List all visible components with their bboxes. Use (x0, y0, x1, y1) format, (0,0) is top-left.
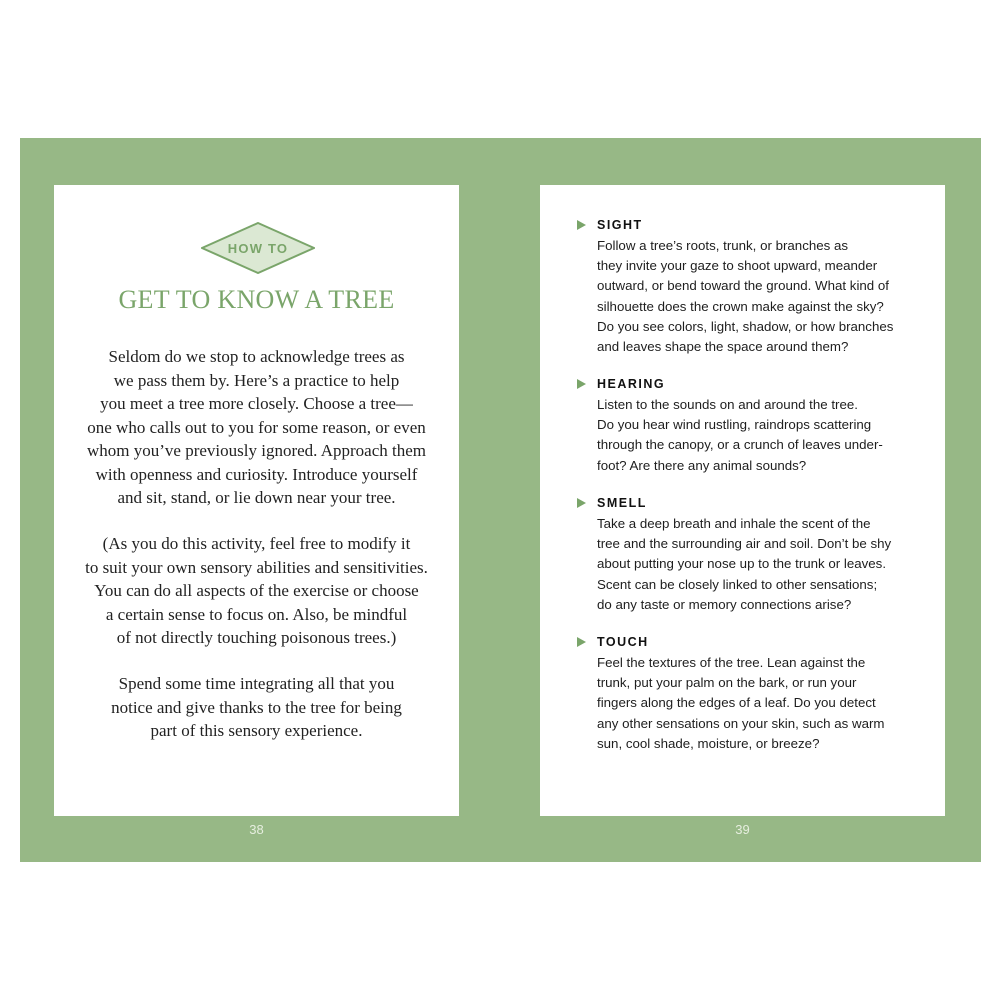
triangle-bullet-icon (577, 220, 586, 230)
text-line: trunk, put your palm on the bark, or run your (597, 675, 857, 691)
text-line: and sit, stand, or lie down near your tree. (117, 488, 396, 507)
text-line: (As you do this activity, feel free to modify it (102, 534, 411, 553)
text-line: do any taste or memory connections arise? (597, 596, 852, 612)
how-to-badge (201, 222, 315, 274)
left-page (54, 185, 459, 816)
sense-body (597, 514, 917, 615)
text-line: You can do all aspects of the exercise or choose (94, 581, 419, 600)
sense-body (597, 395, 917, 476)
sense-title: TOUCH (597, 635, 649, 649)
triangle-bullet-icon (577, 379, 586, 389)
triangle-bullet-icon (577, 498, 586, 508)
text-line: you meet a tree more closely. Choose a tree— (100, 394, 413, 413)
text-line: to suit your own sensory abilities and sensitivities. (85, 557, 428, 577)
closing-paragraph (74, 672, 439, 743)
page-title: GET TO KNOW A TREE (118, 285, 395, 314)
text-line: Do you hear wind rustling, raindrops scattering (597, 417, 872, 433)
text-line: Scent can be closely linked to other sensations; (597, 576, 878, 592)
text-line: part of this sensory experience. (150, 721, 363, 740)
text-line: Listen to the sounds on and around the tree. (597, 397, 858, 412)
badge-label: HOW TO (227, 240, 289, 256)
text-line: any other sensations on your skin, such as warm (597, 715, 885, 731)
triangle-bullet-icon (577, 637, 586, 647)
intro-paragraph (74, 345, 439, 510)
text-line: sun, cool shade, moisture, or breeze? (597, 735, 820, 751)
text-line: Take a deep breath and inhale the scent of the (597, 516, 871, 531)
text-line: a certain sense to focus on. Also, be mindful (105, 604, 408, 624)
note-paragraph (74, 532, 439, 650)
sense-title: SMELL (597, 496, 647, 510)
text-line: fingers along the edges of a leaf. Do you detect (597, 695, 876, 711)
text-line: about putting your nose up to the trunk or leaves. (597, 556, 887, 572)
sense-title: HEARING (597, 377, 666, 391)
page-number-right: 39 (735, 822, 750, 837)
text-line: foot? Are there any animal sounds? (597, 457, 807, 473)
text-line: they invite your gaze to shoot upward, meander (597, 258, 878, 274)
text-line: tree and the surrounding air and soil. Don’t be shy (597, 536, 892, 552)
text-line: of not directly touching poisonous trees.) (116, 628, 397, 647)
text-line: we pass them by. Here’s a practice to help (113, 370, 400, 390)
text-line: Feel the textures of the tree. Lean against the (597, 655, 866, 670)
right-page (540, 185, 945, 816)
text-line: and leaves shape the space around them? (597, 339, 849, 355)
text-line: through the canopy, or a crunch of leaves under- (597, 437, 883, 453)
page-number-left: 38 (249, 822, 264, 837)
text-line: one who calls out to you for some reason, or even (87, 417, 426, 437)
text-line: Seldom do we stop to acknowledge trees as (108, 347, 405, 366)
text-line: whom you’ve previously ignored. Approach them (87, 441, 426, 460)
sense-title: SIGHT (597, 218, 643, 232)
sense-body (597, 653, 917, 754)
text-line: silhouette does the crown make against the sky? (597, 298, 884, 314)
text-line: with openness and curiosity. Introduce yourself (95, 464, 418, 484)
text-line: Follow a tree’s roots, trunk, or branches as (597, 238, 849, 253)
text-line: Do you see colors, light, shadow, or how branches (597, 318, 894, 334)
text-line: outward, or bend toward the ground. What kind of (597, 278, 889, 294)
book-spread (20, 138, 981, 862)
text-line: Spend some time integrating all that you (118, 674, 395, 693)
text-line: notice and give thanks to the tree for being (111, 697, 402, 717)
sense-body (597, 236, 917, 357)
